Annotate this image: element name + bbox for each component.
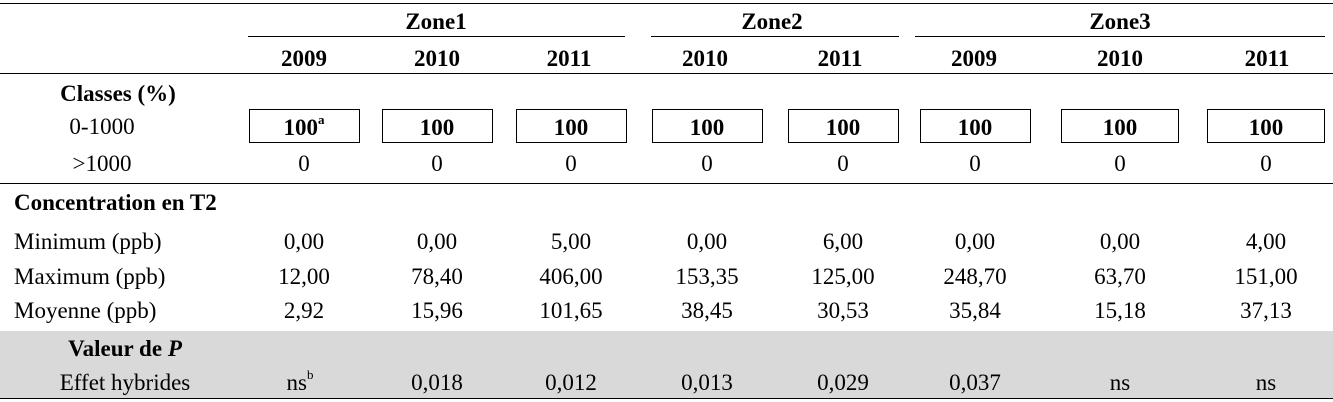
cell-class-0-1000: 100 <box>1102 115 1138 140</box>
top-rule <box>0 3 1333 4</box>
cell-class-gt-1000: 0 <box>431 151 443 176</box>
cell-p-value: $ns^b$ <box>286 367 314 395</box>
cell-class-gt-1000: 0 <box>1114 151 1126 176</box>
cell-class-gt-1000: 0 <box>1260 151 1272 176</box>
cell-maximum: 153,35 <box>675 264 739 289</box>
row-label-maximum: Maximum (ppb) <box>14 264 166 289</box>
cell-minimum: 6,00 <box>822 229 864 254</box>
cell-p-value: 0,012 <box>545 370 597 395</box>
cell-maximum: 151,00 <box>1234 264 1298 289</box>
zone2-header: Zone2 <box>741 9 803 34</box>
cell-maximum: 12,00 <box>278 264 330 289</box>
cell-minimum: 5,00 <box>550 229 592 254</box>
cell-moyenne: 15,96 <box>411 298 463 323</box>
cell-p-value: 0,037 <box>949 370 1001 395</box>
year-header: 2010 <box>414 46 460 71</box>
cell-class-0-1000: 100 <box>419 115 455 140</box>
cell-class-gt-1000: 0 <box>701 151 713 176</box>
cell-minimum: 0,00 <box>283 229 325 254</box>
zone1-underline <box>248 36 625 37</box>
cell-class-gt-1000: 0 <box>565 151 577 176</box>
p-value-section-title: Valeur de P <box>68 336 182 361</box>
cell-moyenne: 101,65 <box>539 298 603 323</box>
cell-maximum: 248,70 <box>943 264 1007 289</box>
cell-class-0-1000: 100 <box>553 115 589 140</box>
classes-bottom-rule <box>0 183 1333 184</box>
cell-moyenne: 37,13 <box>1240 298 1292 323</box>
cell-class-0-1000: 100 <box>689 115 725 140</box>
cell-moyenne: 2,92 <box>283 298 325 323</box>
cell-maximum: 406,00 <box>539 264 603 289</box>
row-label-moyenne: Moyenne (ppb) <box>14 298 157 323</box>
cell-class-gt-1000: 0 <box>298 151 310 176</box>
p-value-section-background <box>0 331 1333 398</box>
year-header: 2011 <box>817 46 863 71</box>
year-header: 2010 <box>682 46 728 71</box>
row-label-gt-1000: >1000 <box>72 151 132 176</box>
row-label-effet-hybrides: Effet hybrides <box>59 370 191 395</box>
cell-minimum: 0,00 <box>954 229 996 254</box>
cell-minimum: 0,00 <box>416 229 458 254</box>
classes-section-title: Classes (%) <box>60 81 176 106</box>
cell-moyenne: 30,53 <box>817 298 869 323</box>
cell-class-0-1000: 100 <box>957 115 993 140</box>
row-label-minimum: Minimum (ppb) <box>14 229 162 254</box>
concentration-section-title: Concentration en T2 <box>14 190 217 215</box>
cell-moyenne: 15,18 <box>1094 298 1146 323</box>
footnote-b: b <box>306 367 314 382</box>
cell-moyenne: 38,45 <box>681 298 733 323</box>
cell-maximum: 78,40 <box>411 264 463 289</box>
cell-minimum: 4,00 <box>1245 229 1287 254</box>
zone3-header: Zone3 <box>1089 9 1151 34</box>
cell-minimum: 0,00 <box>1099 229 1141 254</box>
year-header: 2011 <box>546 46 592 71</box>
cell-p-value: 0,018 <box>411 370 463 395</box>
year-header: 2010 <box>1097 46 1143 71</box>
cell-p-value: 0,013 <box>681 370 733 395</box>
cell-class-0-1000: 100 <box>825 115 861 140</box>
year-header: 2009 <box>281 46 327 71</box>
footnote-a: a <box>318 112 325 127</box>
cell-p-value: 0,029 <box>817 370 869 395</box>
cell-p-value: ns <box>1255 370 1277 395</box>
bottom-rule <box>0 398 1333 399</box>
cell-class-gt-1000: 0 <box>837 151 849 176</box>
zone3-underline <box>915 36 1325 37</box>
zone1-header: Zone1 <box>405 9 467 34</box>
cell-moyenne: 35,84 <box>949 298 1001 323</box>
zone2-underline <box>651 36 899 37</box>
cell-class-0-1000: 100 <box>1248 115 1284 140</box>
year-header: 2009 <box>951 46 997 71</box>
cell-maximum: 63,70 <box>1094 264 1146 289</box>
cell-p-value: ns <box>1109 370 1131 395</box>
cell-class-gt-1000: 0 <box>969 151 981 176</box>
header-rule <box>0 73 1333 74</box>
year-header: 2011 <box>1244 46 1290 71</box>
cell-minimum: 0,00 <box>686 229 728 254</box>
row-label-0-1000: 0-1000 <box>69 114 135 139</box>
cell-class-0-1000: 100$^a$ <box>283 112 325 140</box>
cell-maximum: 125,00 <box>811 264 875 289</box>
